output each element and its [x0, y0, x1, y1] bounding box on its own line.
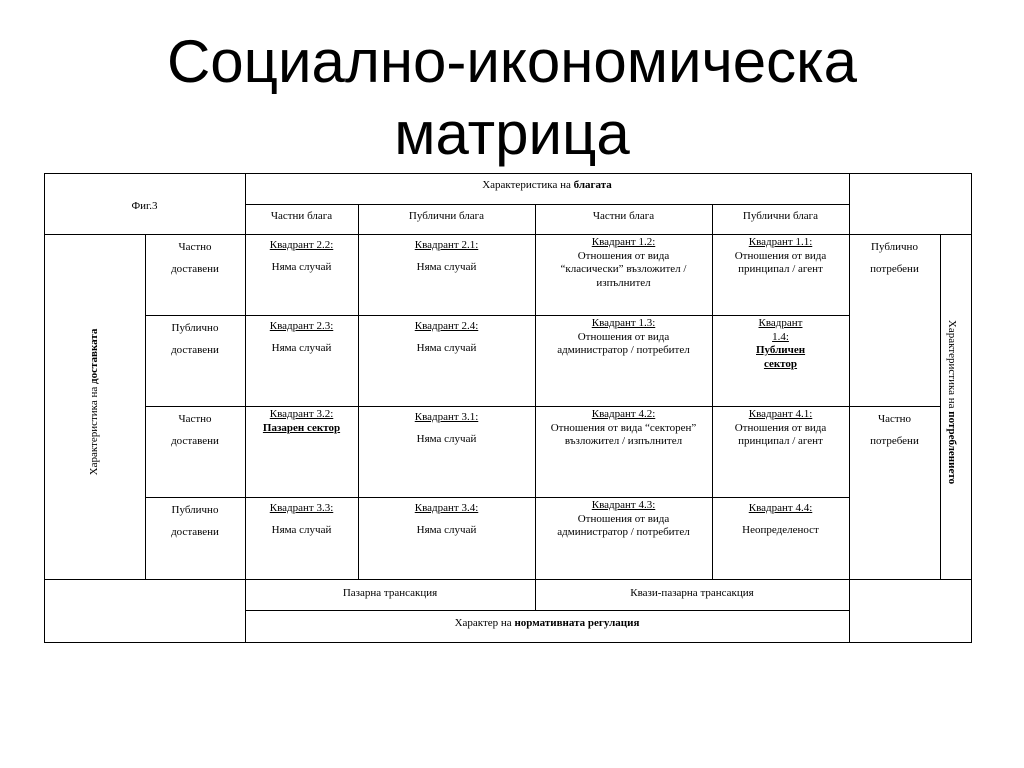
- quadrant-4-3: [535, 497, 712, 540]
- quadrant-title: Квадрант 3.2:: [269, 408, 334, 420]
- grid-line: [145, 406, 940, 407]
- title-line-1: Социално-икономическа: [166, 28, 858, 95]
- goods-column-4: [712, 208, 849, 224]
- delivery-row-label-a: Публично: [171, 322, 219, 334]
- delivery-axis-bold: доставката: [88, 328, 100, 384]
- regulation-character-label: [245, 615, 849, 631]
- quadrant-text: Неопределеност: [742, 523, 819, 536]
- quadrant-text: Няма случай: [271, 260, 332, 273]
- delivery-row-label-b: доставени: [171, 343, 219, 356]
- grid-line: [44, 173, 45, 643]
- grid-line: [940, 234, 941, 580]
- quadrant-1-4: [712, 315, 849, 371]
- quadrant-title: Квадрант 4.4:: [748, 502, 813, 514]
- quadrant-1-2: [535, 234, 712, 290]
- quadrant-3-4: [358, 500, 535, 537]
- quadrant-text: Няма случай: [416, 523, 477, 536]
- quadrant-title: Квадрант 1.3:: [591, 317, 656, 329]
- quadrant-title: Квадрант 3.3:: [269, 502, 334, 514]
- quadrant-4-2: [535, 406, 712, 449]
- delivery-row-label-b: доставени: [171, 262, 219, 275]
- consumption-label-b: потребени: [870, 262, 919, 275]
- quadrant-text: Няма случай: [416, 341, 477, 354]
- quadrant-title: Квадрант 2.1:: [414, 239, 479, 251]
- quadrant-text: Отношения от вида администратор / потребител: [557, 330, 690, 356]
- quadrant-4-4: [712, 500, 849, 537]
- grid-line: [245, 204, 849, 205]
- quadrant-text: Отношения от вида “класически” възложител / изпълнител: [560, 249, 687, 289]
- quadrant-text: Няма случай: [271, 341, 332, 354]
- public-sector-label: Публичен сектор: [756, 344, 806, 370]
- delivery-characteristic-label: [88, 302, 100, 502]
- goods-column-label: Публични блага: [742, 210, 819, 222]
- consumption-characteristic-label: [946, 302, 958, 502]
- grid-line: [358, 204, 359, 235]
- slide-title: [0, 26, 1024, 170]
- delivery-row-4: [145, 502, 245, 539]
- quadrant-title: Квадрант 1.2:: [591, 236, 656, 248]
- delivery-row-label-a: Публично: [171, 504, 219, 516]
- quadrant-text: Отношения от вида принципал / агент: [734, 249, 827, 275]
- quadrant-3-2: [245, 406, 358, 435]
- quadrant-2-2: [245, 237, 358, 274]
- grid-line: [245, 610, 849, 611]
- quadrant-title: Квадрант 3.1:: [414, 411, 479, 423]
- grid-line: [849, 173, 850, 643]
- grid-line: [535, 204, 536, 611]
- quadrant-3-3: [245, 500, 358, 537]
- consumption-axis-prefix: Характеристика на: [946, 319, 958, 412]
- quadrant-text: Отношения от вида принципал / агент: [734, 421, 827, 447]
- quadrant-2-4: [358, 318, 535, 355]
- quadrant-title: Квадрант 4.1:: [748, 408, 813, 420]
- transaction-label: Квази-пазарна трансакция: [630, 587, 754, 599]
- delivery-row-label-a: Частно: [178, 413, 212, 425]
- grid-line: [145, 497, 849, 498]
- quadrant-text: Отношения от вида администратор / потребител: [557, 512, 690, 538]
- grid-line: [44, 234, 972, 235]
- quadrant-text: Няма случай: [271, 523, 332, 536]
- quadrant-title: Квадрант 2.4:: [414, 320, 479, 332]
- regulation-bold: нормативната регулация: [514, 617, 640, 629]
- delivery-row-label-a: Частно: [178, 241, 212, 253]
- quadrant-2-3: [245, 318, 358, 355]
- quadrant-text: Няма случай: [416, 432, 477, 445]
- quadrant-3-1: [358, 409, 535, 446]
- delivery-axis-prefix: Характеристика на: [88, 383, 100, 476]
- consumption-label-private: [849, 411, 940, 448]
- quadrant-title: Квадрант 2.3:: [269, 320, 334, 332]
- delivery-row-label-b: доставени: [171, 434, 219, 447]
- figure-label: [44, 198, 245, 214]
- goods-column-3: [535, 208, 712, 224]
- grid-line: [245, 173, 246, 643]
- consumption-label-b: потребени: [870, 434, 919, 447]
- regulation-prefix: Характер на: [454, 617, 515, 629]
- market-sector-label: Пазарен сектор: [262, 421, 341, 434]
- transaction-label: Пазарна трансакция: [342, 587, 438, 599]
- consumption-label-a: Публично: [871, 241, 918, 253]
- grid-line: [358, 234, 359, 580]
- socio-economic-matrix-table: [44, 173, 972, 643]
- market-transaction-label: [245, 585, 535, 601]
- quasi-market-transaction-label: [535, 585, 849, 601]
- consumption-axis-bold: потреблението: [946, 411, 958, 485]
- delivery-row-2: [145, 320, 245, 357]
- title-line-2: матрица: [394, 100, 630, 167]
- quadrant-1-1: [712, 234, 849, 277]
- quadrant-2-1: [358, 237, 535, 274]
- goods-header-bold: благата: [573, 179, 612, 191]
- quadrant-title: Квадрант 2.2:: [269, 239, 334, 251]
- quadrant-4-1: [712, 406, 849, 449]
- figure-label-text: Фиг.3: [131, 200, 158, 212]
- goods-column-2: [358, 208, 535, 224]
- goods-header-prefix: Характеристика на: [482, 179, 574, 191]
- grid-line: [145, 234, 146, 580]
- grid-line: [44, 173, 972, 174]
- consumption-label-a: Частно: [877, 413, 912, 425]
- delivery-row-1: [145, 239, 245, 276]
- quadrant-title: Квадрант 4.3:: [591, 499, 656, 511]
- goods-column-1: [245, 208, 358, 224]
- quadrant-title: Квадрант 4.2:: [591, 408, 656, 420]
- goods-column-label: Публични блага: [408, 210, 485, 222]
- grid-line: [712, 204, 713, 580]
- goods-characteristic-header: [245, 177, 849, 193]
- goods-column-label: Частни блага: [592, 210, 655, 222]
- delivery-row-label-b: доставени: [171, 525, 219, 538]
- grid-line: [971, 173, 972, 643]
- quadrant-title: Квадрант 1.4:: [758, 317, 803, 343]
- delivery-row-3: [145, 411, 245, 448]
- grid-line: [44, 642, 972, 643]
- quadrant-1-3: [535, 315, 712, 358]
- quadrant-title: Квадрант 3.4:: [414, 502, 479, 514]
- quadrant-title: Квадрант 1.1:: [748, 236, 813, 248]
- goods-column-label: Частни блага: [270, 210, 333, 222]
- consumption-label-public: [849, 239, 940, 276]
- quadrant-text: Отношения от вида “секторен” възложител / изпълнител: [550, 421, 697, 447]
- grid-line: [145, 315, 849, 316]
- grid-line: [44, 579, 972, 580]
- quadrant-text: Няма случай: [416, 260, 477, 273]
